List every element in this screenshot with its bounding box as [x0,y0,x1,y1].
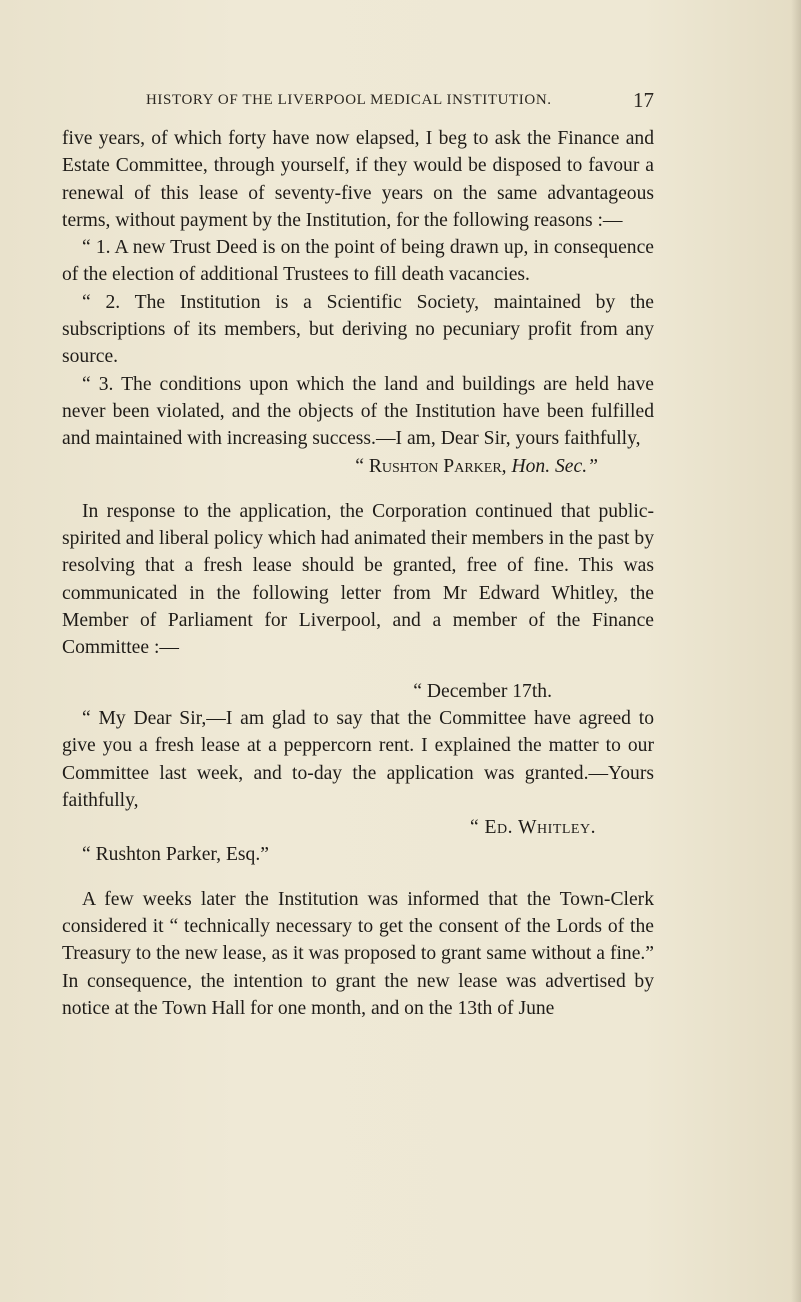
paragraph-reason-2: “ 2. The Institution is a Scientific Society, maintained by the subscriptions of its members, but deriving no pecuniary profit from any source. [62,291,654,368]
page-edge-shadow [791,0,801,1302]
signature-parker [62,453,654,480]
letter-addressee: “ Rushton Parker, Esq.” [82,844,269,866]
signature-parker-name: “ Rushton Parker, [355,455,507,477]
paragraph-corporation-response: In response to the application, the Corporation continued that public-spirited and liberal policy which had animated their members in the past by resolving that a fresh lease should be granted, free of fine. This was communicated in the following letter from Mr Edward Whitley, the Member of Parliament for Liverpool, and a member of the Finance Committee :— [62,500,654,659]
running-head [146,88,654,112]
paragraph-letter-opening: five years, of which forty have now elapsed, I beg to ask the Finance and Estate Committee, through yourself, if they would be disposed to favour a renewal of this lease of seventy-five years on the same advantageous terms, without payment by the Institution, for the following reasons :— [62,128,654,231]
paragraph-reason-3: “ 3. The conditions upon which the land and buildings are held have never been violated, and the objects of the Institution have been fulfilled and maintained with increasing success.—I am, Dear Sir, yours faithfully, [62,373,654,450]
letter-date: “ December 17th. [413,680,552,702]
signature-parker-title: Hon. Sec.” [511,455,598,477]
paragraph-treasury-consent: A few weeks later the Institution was informed that the Town-Clerk considered it “ technically necessary to get the consent of the Lords of the Treasury to the new lease, as it was proposed to grant same without a fine.” In consequence, the intention to grant the new lease was advertised by notice at the Town Hall for one month, and on the 13th of June [62,888,654,1019]
page-number: 17 [633,88,654,112]
signature-whitley: “ Ed. Whitley. [469,817,596,839]
running-head-title: HISTORY OF THE LIVERPOOL MEDICAL INSTITUTION. [146,92,552,108]
paragraph-whitley-letter: “ My Dear Sir,—I am glad to say that the Committee have agreed to give you a fresh lease at a peppercorn rent. I explained the matter to our Committee last week, and to-day the application was granted.—Yours faithfully, [62,707,654,811]
paragraph-reason-1: “ 1. A new Trust Deed is on the point of being drawn up, in consequence of the election of additional Trustees to fill death vacancies. [62,237,654,286]
body-text [62,125,654,1022]
